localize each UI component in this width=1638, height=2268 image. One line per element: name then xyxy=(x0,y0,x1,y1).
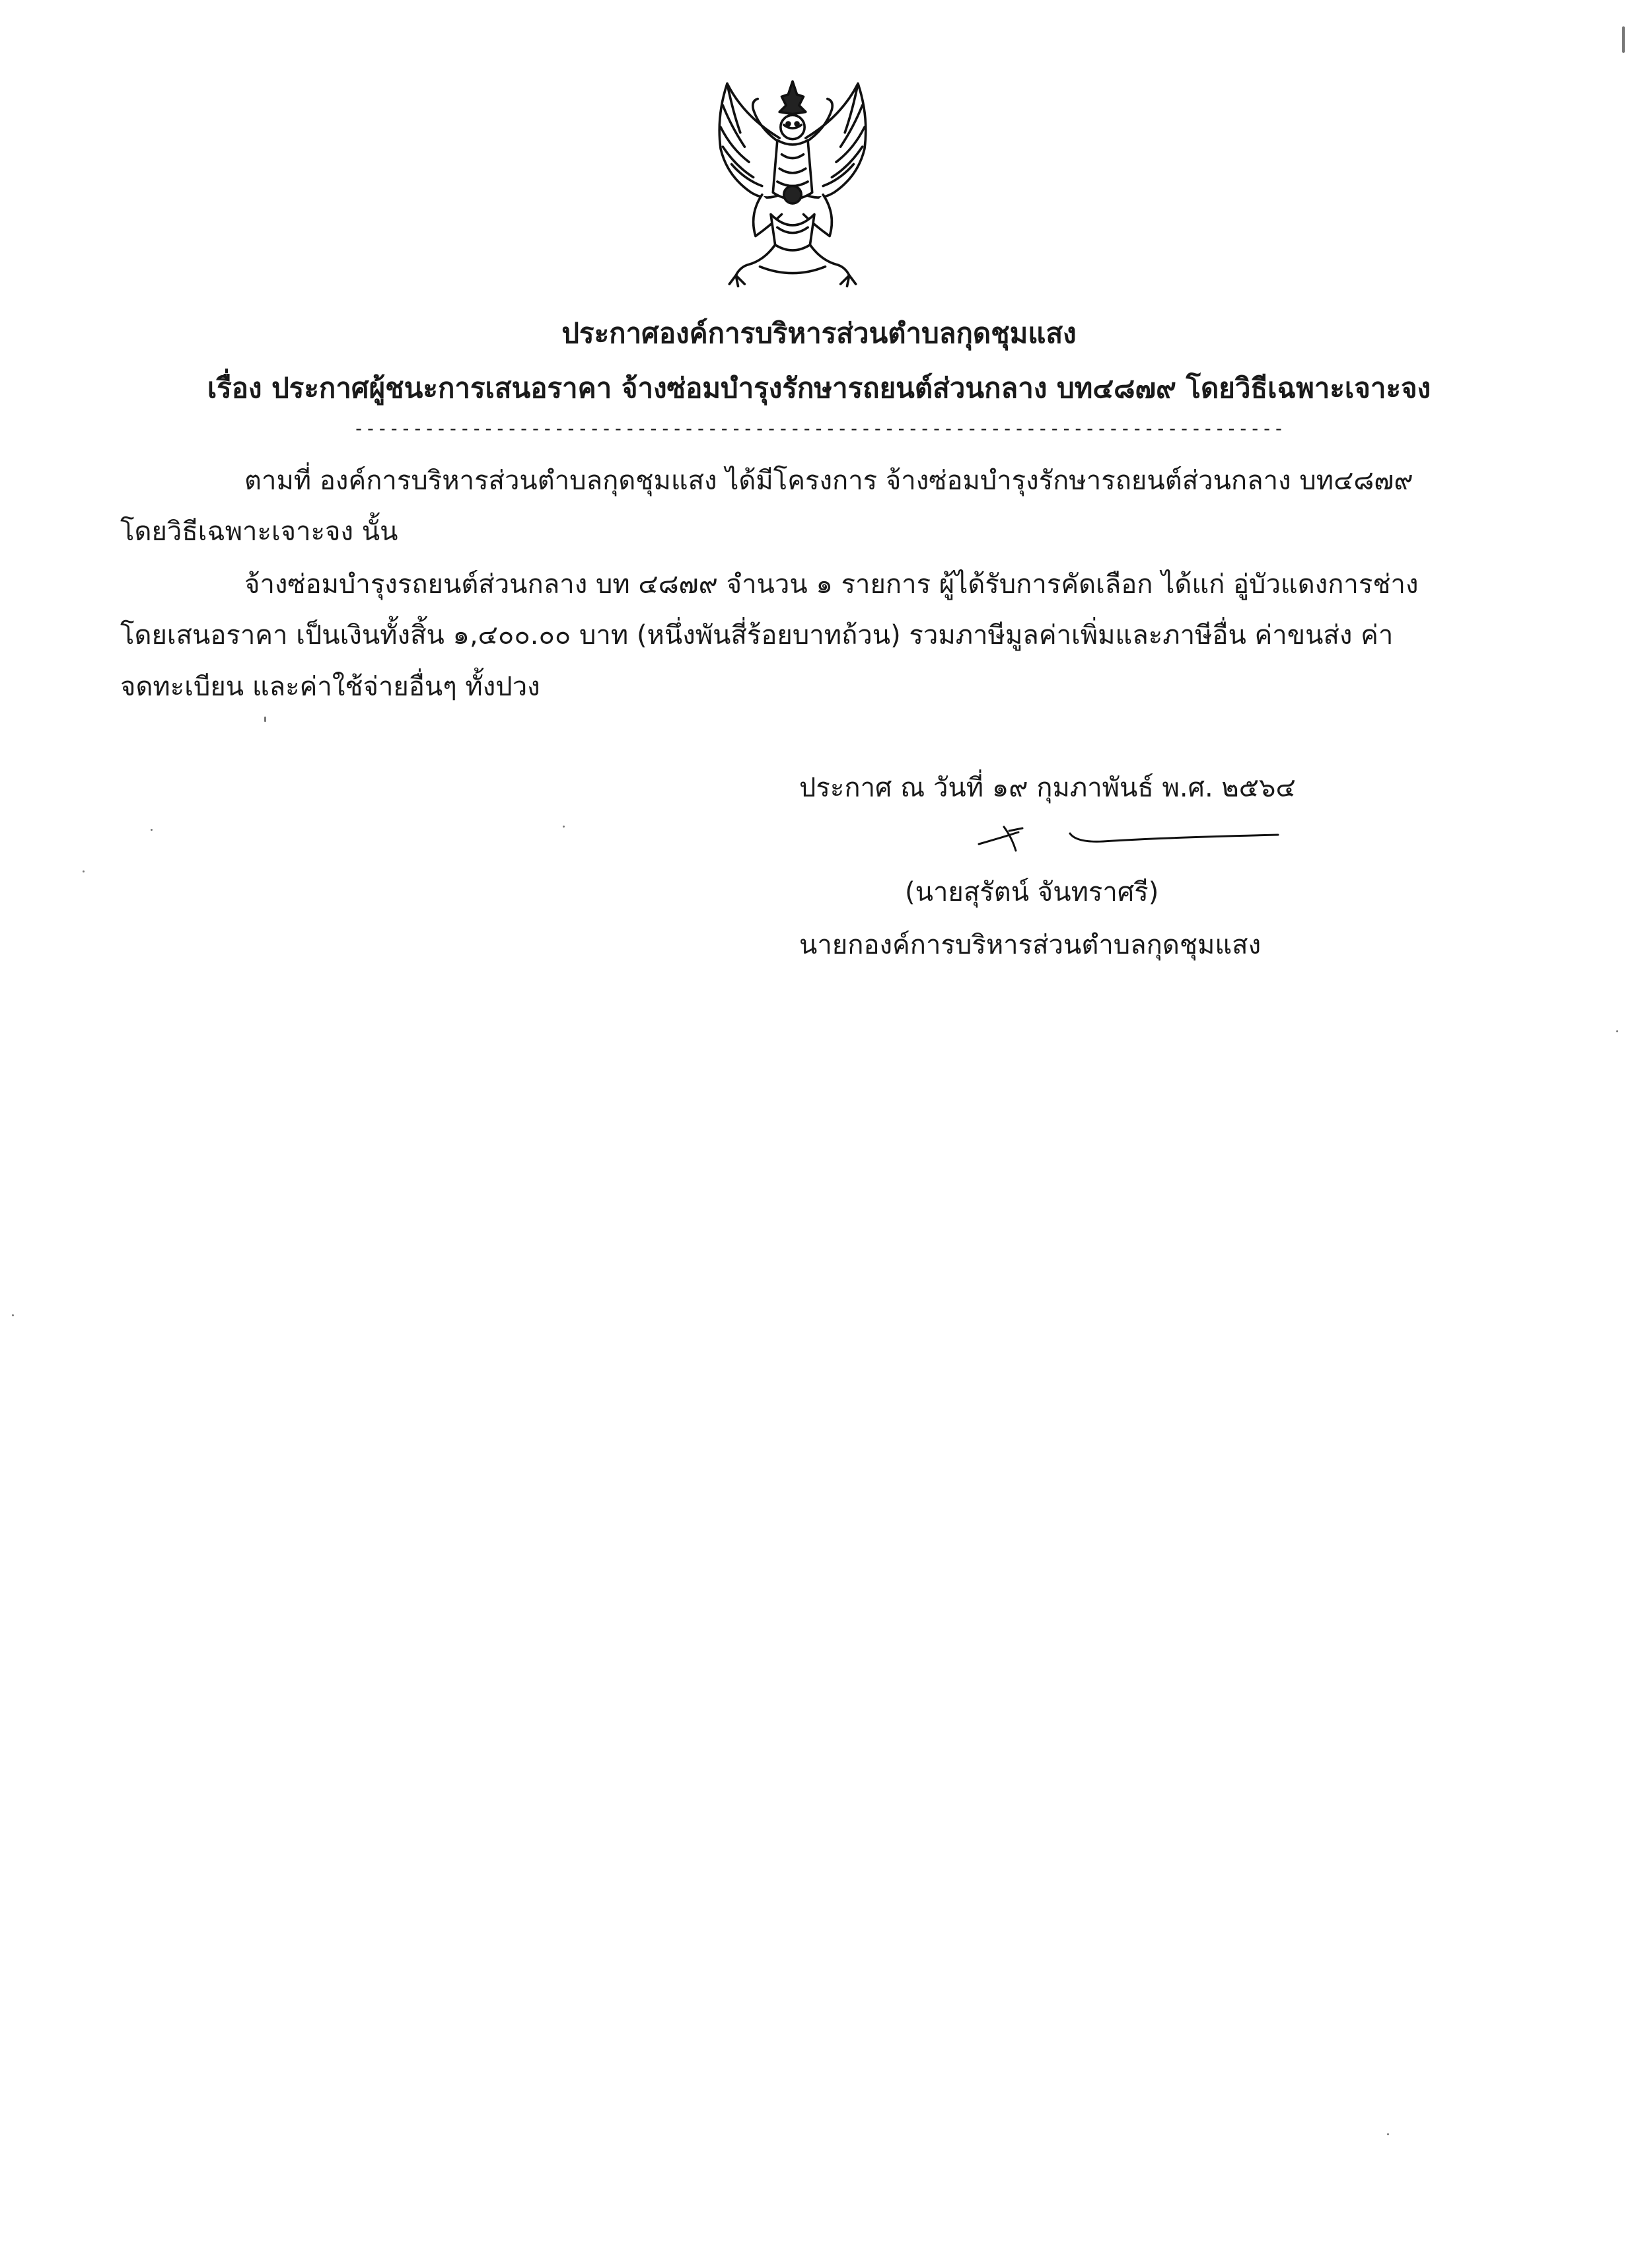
scan-artifact xyxy=(264,717,266,722)
paragraph-2-line-2: โดยเสนอราคา เป็นเงินทั้งสิ้น ๑,๔๐๐.๐๐ บาท (หนึ่งพันสี่ร้อยบาทถ้วน) รวมภาษีมูลค่าเพิ่มและภาษีอื่น ค่าขนส่ง ค่า xyxy=(120,620,1394,651)
paragraph-1-line-2: โดยวิธีเฉพาะเจาะจง นั้น xyxy=(120,516,398,547)
paragraph-2-line-1: จ้างซ่อมบำรุงรถยนต์ส่วนกลาง บท ๔๘๗๙ จำนวน ๑ รายการ ผู้ได้รับการคัดเลือก ได้แก่ อู่บัวแดงการช่าง xyxy=(244,569,1419,600)
scan-artifact xyxy=(151,829,153,831)
separator-line: ------------------------------------------------------------------------------- xyxy=(353,417,1285,439)
scan-artifact xyxy=(1622,26,1625,53)
scan-artifact xyxy=(12,1314,14,1316)
scan-artifact xyxy=(1616,1030,1618,1032)
signer-position: นายกองค์การบริหารส่วนตำบลกุดชุมแสง xyxy=(799,930,1262,960)
scan-artifact xyxy=(1387,2133,1389,2135)
scan-artifact xyxy=(563,826,565,828)
announcement-date: ประกาศ ณ วันที่ ๑๙ กุมภาพันธ์ พ.ศ. ๒๕๖๔ xyxy=(799,773,1296,803)
garuda-emblem-icon xyxy=(684,73,902,291)
paragraph-1-line-1: ตามที่ องค์การบริหารส่วนตำบลกุดชุมแสง ได้มีโครงการ จ้างซ่อมบำรุงรักษารถยนต์ส่วนกลาง บท๔๘๗๙ xyxy=(244,466,1413,496)
scan-artifact xyxy=(83,870,85,872)
signer-name: (นายสุรัตน์ จันทราศรี) xyxy=(905,877,1159,907)
announcement-title: ประกาศองค์การบริหารส่วนตำบลกุดชุมแสง xyxy=(561,317,1077,349)
handwritten-signature-icon xyxy=(978,818,1281,864)
announcement-subject: เรื่อง ประกาศผู้ชนะการเสนอราคา จ้างซ่อมบำรุงรักษารถยนต์ส่วนกลาง บท๔๘๗๙ โดยวิธีเฉพาะเจาะจง xyxy=(207,372,1431,404)
paragraph-2-line-3: จดทะเบียน และค่าใช้จ่ายอื่นๆ ทั้งปวง xyxy=(120,672,540,702)
